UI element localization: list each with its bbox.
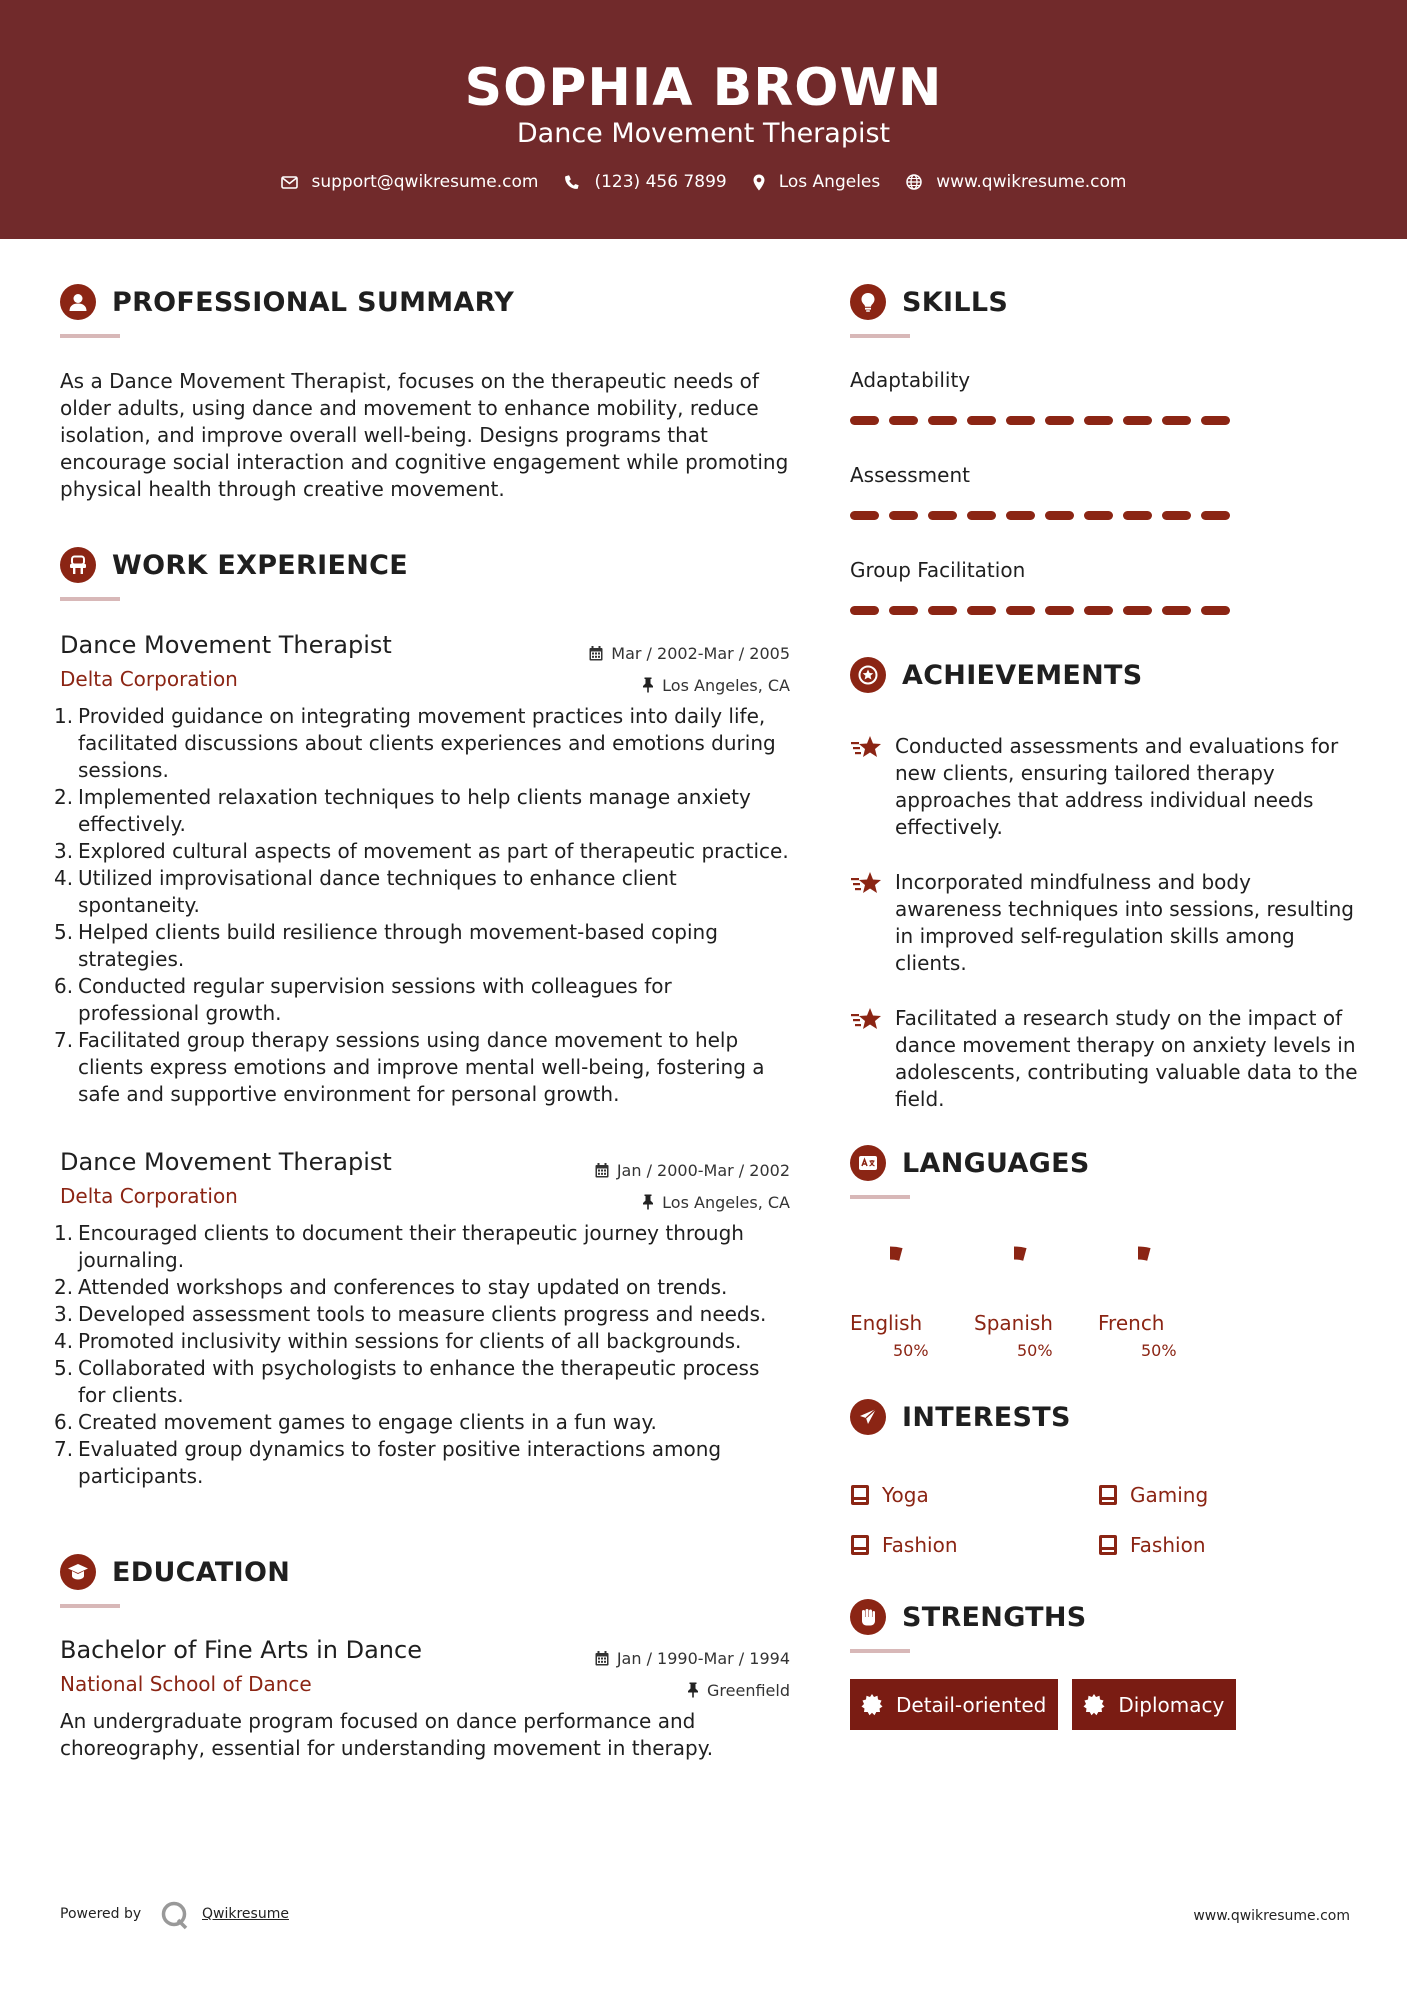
education-title: EDUCATION	[112, 1556, 291, 1588]
star-badge-icon	[850, 657, 886, 693]
language-percent: 50%	[893, 1341, 929, 1360]
paper-plane-icon	[850, 1399, 886, 1435]
language-name: English	[850, 1311, 923, 1335]
experience-title: WORK EXPERIENCE	[112, 549, 408, 581]
list-item: 4. Promoted inclusivity within sessions for clients of all backgrounds.	[54, 1329, 742, 1353]
skill-dash	[1045, 606, 1074, 615]
language-percent: 50%	[1141, 1341, 1177, 1360]
job-location: Los Angeles, CA	[662, 675, 790, 695]
strengths-heading	[850, 1595, 1360, 1639]
skill-name: Assessment	[850, 463, 970, 487]
strengths-rule	[850, 1649, 910, 1653]
achievements-title: ACHIEVEMENTS	[902, 659, 1143, 691]
languages-heading	[850, 1141, 1360, 1185]
job-title: Dance Movement Therapist	[60, 1148, 392, 1176]
language-arc-fill	[890, 1253, 901, 1254]
skills-rule	[850, 334, 910, 338]
contact-phone[interactable]	[564, 172, 726, 192]
phone-icon	[564, 174, 580, 190]
interests-section	[850, 1395, 1360, 1557]
list-item: 1. Provided guidance on integrating movement practices into daily life, facilitated discussions about clients experiences and emotions during sessions.	[54, 704, 776, 782]
calendar-icon	[595, 1651, 609, 1666]
skill-dash	[1084, 511, 1113, 520]
page-footer	[60, 1900, 1350, 1940]
skill-dash	[1201, 606, 1230, 615]
calendar-icon	[595, 1163, 609, 1178]
skill-dash	[1123, 511, 1152, 520]
skill-dash	[1162, 416, 1191, 425]
interests-list	[850, 1483, 1360, 1557]
achievement-item: Incorporated mindfulness and body awareness techniques into sessions, resulting in improved self-regulation skills among clients.	[850, 869, 1360, 977]
fist-icon	[850, 1599, 886, 1635]
job-meta	[589, 637, 790, 701]
job-title: Dance Movement Therapist	[60, 631, 392, 659]
skill-dash	[928, 416, 957, 425]
achievement-item: Conducted assessments and evaluations for new clients, ensuring tailored therapy approaches that address individual needs effectively.	[850, 733, 1360, 841]
list-item: 2. Implemented relaxation techniques to help clients manage anxiety effectively.	[54, 785, 751, 836]
pushpin-icon	[687, 1682, 699, 1698]
contact-website-text: www.qwikresume.com	[936, 172, 1127, 192]
job-bullets	[54, 703, 790, 1108]
contact-email-text: support@qwikresume.com	[311, 172, 539, 192]
list-item: 6. Conducted regular supervision sessions with colleagues for professional growth.	[54, 974, 672, 1025]
list-item: 4. Utilized improvisational dance techniques to enhance client spontaneity.	[54, 866, 677, 917]
education-heading	[60, 1550, 790, 1594]
skill-item	[850, 368, 1360, 425]
language-progress-arc	[850, 1233, 960, 1309]
pushpin-icon	[642, 1194, 654, 1210]
list-item: 6. Created movement games to engage clients in a fun way.	[54, 1410, 657, 1434]
summary-title: PROFESSIONAL SUMMARY	[112, 286, 515, 318]
summary-text: As a Dance Movement Therapist, focuses on the therapeutic needs of older adults, using dance and movement to enhance mobility, reduce isolation, and improve overall well-being. Designs programs that encourage social interaction and cognitive engagement while promoting physical health through creative movement.	[60, 369, 789, 501]
job-entry	[54, 1148, 790, 1490]
powered-by-label: Powered by	[60, 1906, 142, 1922]
skill-dash	[1045, 511, 1074, 520]
skill-level-bar	[850, 606, 1360, 615]
gear-badge-icon	[1082, 1693, 1106, 1717]
skill-item	[850, 463, 1360, 520]
skill-dash	[1045, 416, 1074, 425]
qwikresume-logo-icon	[160, 1900, 190, 1930]
skill-level-bar	[850, 511, 1360, 520]
experience-section	[54, 543, 790, 1490]
strengths-title: STRENGTHS	[902, 1601, 1087, 1633]
education-meta	[595, 1642, 790, 1706]
education-entry	[60, 1636, 790, 1762]
achievements-heading	[850, 653, 1360, 697]
strengths-list	[850, 1679, 1360, 1730]
interests-title: INTERESTS	[902, 1401, 1071, 1433]
calendar-icon	[589, 646, 603, 661]
job-company: Delta Corporation	[60, 1184, 238, 1208]
skill-item	[850, 558, 1360, 615]
job-entry	[54, 631, 790, 1108]
skills-heading	[850, 280, 1360, 324]
interest-item: Fashion	[1098, 1533, 1346, 1557]
achievements-section	[850, 653, 1360, 1113]
languages-list	[850, 1233, 1360, 1360]
skill-dash	[928, 606, 957, 615]
book-icon	[1098, 1534, 1118, 1556]
skill-dash	[889, 511, 918, 520]
language-name: French	[1098, 1311, 1165, 1335]
languages-rule	[850, 1195, 910, 1199]
skill-dash	[850, 606, 879, 615]
job-company: Delta Corporation	[60, 667, 238, 691]
job-dates: Jan / 2000-Mar / 2002	[616, 1160, 790, 1180]
skill-dash	[1006, 511, 1035, 520]
language-name: Spanish	[974, 1311, 1053, 1335]
skill-dash	[967, 511, 996, 520]
language-progress-arc	[1098, 1233, 1208, 1309]
skill-dash	[850, 511, 879, 520]
language-arc-fill	[1138, 1253, 1149, 1254]
skill-dash	[889, 606, 918, 615]
star-icon	[850, 1007, 884, 1031]
globe-icon	[906, 174, 922, 190]
skill-dash	[1084, 416, 1113, 425]
skill-dash	[1201, 511, 1230, 520]
skills-section	[850, 280, 1360, 615]
list-item: 7. Facilitated group therapy sessions using dance movement to help clients express emotions and improve mental well-being, fostering a safe and supportive environment for personal growth.	[54, 1028, 765, 1106]
language-progress-arc	[974, 1233, 1084, 1309]
interest-item: Fashion	[850, 1533, 1098, 1557]
pushpin-icon	[642, 677, 654, 693]
degree-title: Bachelor of Fine Arts in Dance	[60, 1636, 422, 1664]
language-item	[974, 1233, 1098, 1360]
interests-heading	[850, 1395, 1360, 1439]
skill-dash	[1006, 606, 1035, 615]
skill-dash	[889, 416, 918, 425]
candidate-name: SOPHIA BROWN	[464, 58, 943, 118]
experience-heading	[60, 543, 790, 587]
skill-dash	[967, 606, 996, 615]
skill-dash	[1201, 416, 1230, 425]
summary-heading	[60, 280, 790, 324]
contact-phone-text: (123) 456 7899	[594, 172, 727, 192]
contact-bar	[0, 172, 1407, 192]
skill-name: Group Facilitation	[850, 558, 1026, 582]
list-item: 2. Attended workshops and conferences to stay updated on trends.	[54, 1275, 728, 1299]
education-description: An undergraduate program focused on dance performance and choreography, essential for understanding movement in therapy.	[60, 1709, 714, 1760]
list-item: 5. Collaborated with psychologists to enhance the therapeutic process for clients.	[54, 1356, 760, 1407]
language-icon	[850, 1145, 886, 1181]
achievement-item: Facilitated a research study on the impact of dance movement therapy on anxiety levels in adolescents, contributing valuable data to the field.	[850, 1005, 1360, 1113]
language-item	[1098, 1233, 1222, 1360]
skill-dash	[1123, 416, 1152, 425]
skill-dash	[1162, 511, 1191, 520]
briefcase-icon	[60, 547, 96, 583]
list-item: 5. Helped clients build resilience through movement-based coping strategies.	[54, 920, 718, 971]
achievements-list	[850, 733, 1360, 1113]
interest-item: Gaming	[1098, 1483, 1346, 1507]
list-item: 7. Evaluated group dynamics to foster positive interactions among participants.	[54, 1437, 722, 1488]
skill-dash	[1162, 606, 1191, 615]
job-meta	[595, 1154, 790, 1218]
summary-section	[60, 280, 790, 503]
skill-dash	[1084, 606, 1113, 615]
contact-website[interactable]	[906, 172, 1126, 192]
contact-email[interactable]	[281, 172, 539, 192]
strengths-section	[850, 1595, 1360, 1730]
star-icon	[850, 871, 884, 895]
language-arc-fill	[1014, 1253, 1025, 1254]
skills-list	[850, 368, 1360, 615]
contact-location	[753, 172, 881, 192]
skill-dash	[967, 416, 996, 425]
skill-dash	[850, 416, 879, 425]
skill-name: Adaptability	[850, 368, 971, 392]
gear-badge-icon	[860, 1693, 884, 1717]
user-icon	[60, 284, 96, 320]
education-rule	[60, 1604, 120, 1608]
left-column	[54, 280, 790, 1762]
language-item	[850, 1233, 974, 1360]
school-name: National School of Dance	[60, 1672, 312, 1696]
strength-badge: Diplomacy	[1072, 1679, 1236, 1730]
list-item: 3. Explored cultural aspects of movement as part of therapeutic practice.	[54, 839, 789, 863]
list-item: 1. Encouraged clients to document their therapeutic journey through journaling.	[54, 1221, 744, 1272]
skills-title: SKILLS	[902, 286, 1009, 318]
mail-icon	[281, 176, 298, 189]
education-dates: Jan / 1990-Mar / 1994	[616, 1648, 790, 1668]
skill-dash	[1006, 416, 1035, 425]
summary-rule	[60, 334, 120, 338]
star-icon	[850, 735, 884, 759]
skill-dash	[1123, 606, 1152, 615]
book-icon	[1098, 1484, 1118, 1506]
strength-badge: Detail-oriented	[850, 1679, 1058, 1730]
right-column	[850, 280, 1360, 1730]
language-percent: 50%	[1017, 1341, 1053, 1360]
skill-dash	[928, 511, 957, 520]
job-dates: Mar / 2002-Mar / 2005	[611, 643, 790, 663]
book-icon	[850, 1534, 870, 1556]
education-location: Greenfield	[707, 1680, 790, 1700]
job-location: Los Angeles, CA	[662, 1192, 790, 1212]
list-item: 3. Developed assessment tools to measure clients progress and needs.	[54, 1302, 767, 1326]
skill-level-bar	[850, 416, 1360, 425]
graduation-cap-icon	[60, 1554, 96, 1590]
interest-item: Yoga	[850, 1483, 1098, 1507]
resume-header	[0, 0, 1407, 239]
book-icon	[850, 1484, 870, 1506]
qwikresume-link[interactable]: Qwikresume	[202, 1906, 289, 1922]
languages-section	[850, 1141, 1360, 1360]
map-pin-icon	[753, 174, 765, 191]
education-section	[60, 1550, 790, 1762]
experience-rule	[60, 597, 120, 601]
lightbulb-icon	[850, 284, 886, 320]
candidate-role: Dance Movement Therapist	[516, 118, 891, 149]
contact-location-text: Los Angeles	[778, 172, 881, 192]
job-bullets	[54, 1220, 790, 1490]
footer-website-link[interactable]: www.qwikresume.com	[1193, 1908, 1350, 1924]
languages-title: LANGUAGES	[902, 1147, 1090, 1179]
